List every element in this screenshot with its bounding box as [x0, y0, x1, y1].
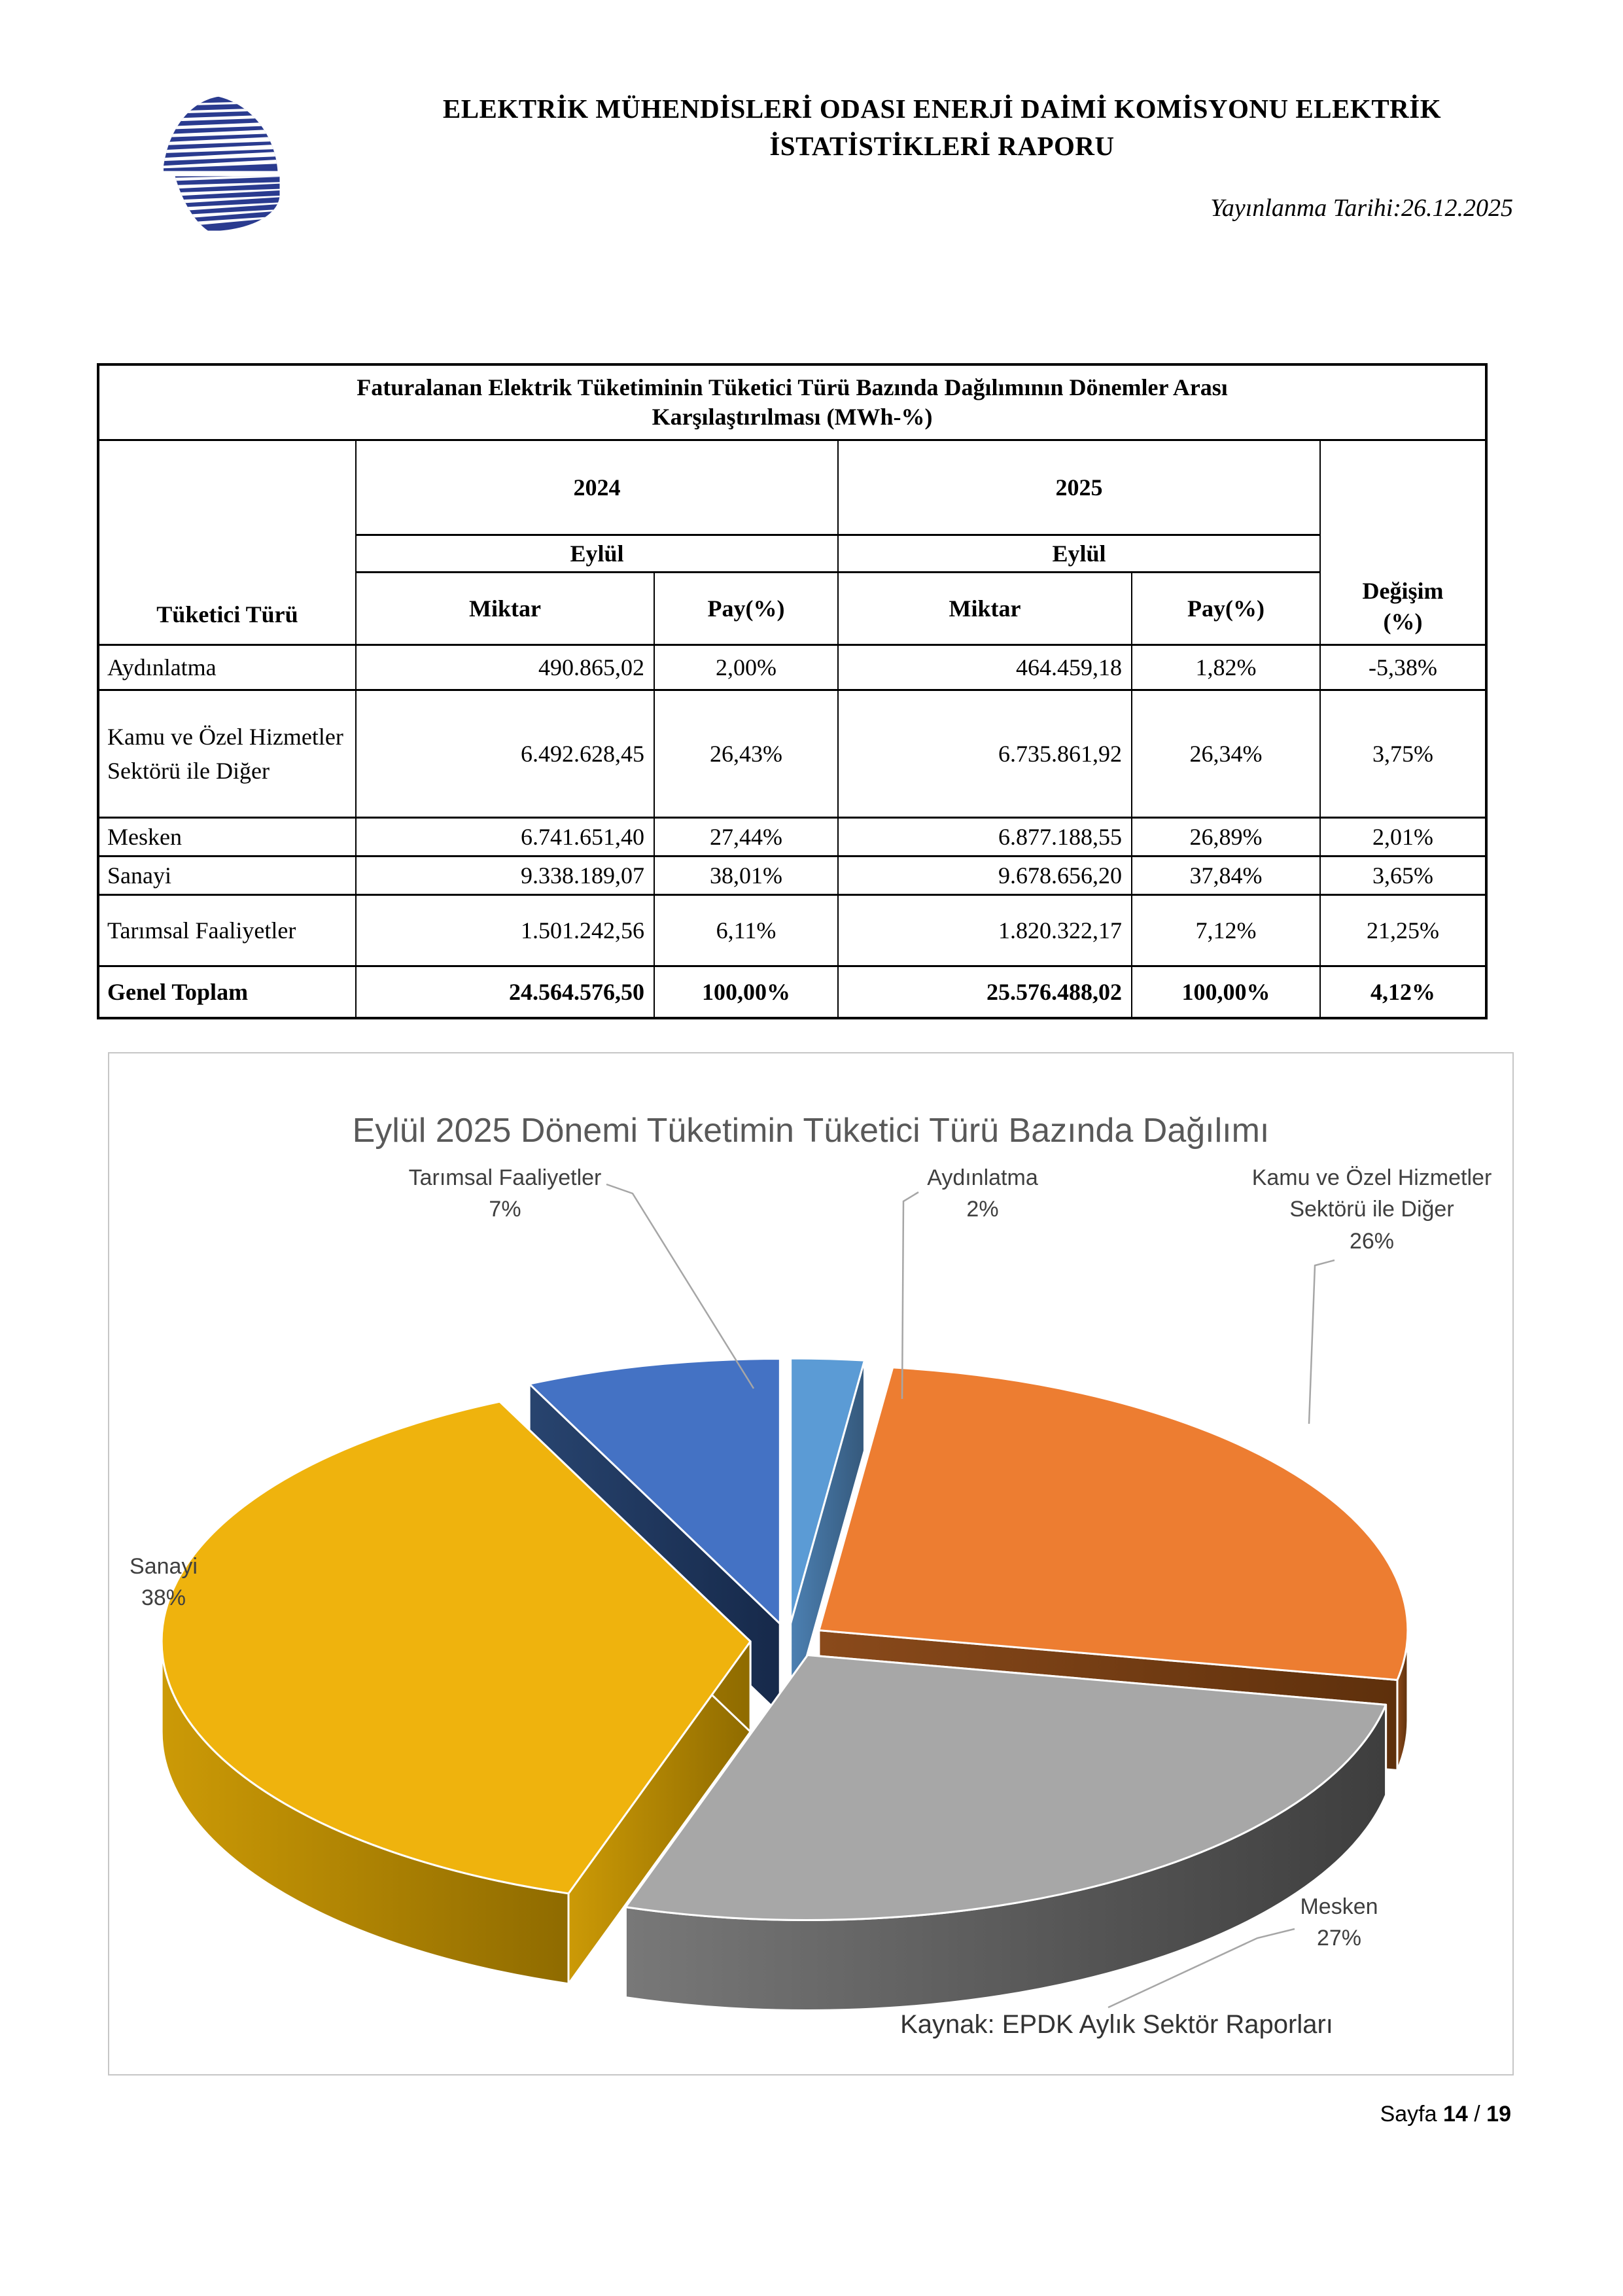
month-2025-cell: Eylül: [838, 535, 1320, 573]
callout-aydinlatma-pct: 2%: [966, 1197, 999, 1222]
report-title-line1: ELEKTRİK MÜHENDİSLERİ ODASI ENERJİ DAİMİ KOMİSYONU ELEKTRİK: [442, 94, 1442, 124]
year-header-row: [98, 440, 1486, 535]
consumption-comparison-table: [97, 363, 1488, 1019]
total-amount-2025-cell: 25.576.488,02: [838, 966, 1132, 1019]
consumer-name-cell: Tarımsal Faaliyetler: [98, 895, 356, 966]
amount-2025-cell: 6.877.188,55: [838, 818, 1132, 857]
total-label-cell: Genel Toplam: [98, 966, 356, 1019]
callout-mesken-label: Mesken: [1300, 1894, 1378, 1919]
total-change-cell: 4,12%: [1320, 966, 1486, 1019]
callout-aydinlatma: [871, 1162, 1094, 1226]
share-2025-cell: 1,82%: [1132, 645, 1320, 690]
table-row: [98, 690, 1486, 818]
amount-2024-cell: 490.865,02: [356, 645, 654, 690]
amount-2025-cell: 6.735.861,92: [838, 690, 1132, 818]
total-share-2025-cell: 100,00%: [1132, 966, 1320, 1019]
chart-source-note: Kaynak: EPDK Aylık Sektör Raporları: [900, 2010, 1333, 2039]
change-header-line1: Değişim: [1362, 578, 1444, 605]
table-row: [98, 818, 1486, 857]
callout-sanayi-pct: 38%: [141, 1585, 186, 1611]
change-header-line2: (%): [1383, 609, 1423, 635]
table-row: [98, 895, 1486, 966]
change-cell: 2,01%: [1320, 818, 1486, 857]
amount-2024-cell: 1.501.242,56: [356, 895, 654, 966]
month-2024-cell: Eylül: [356, 535, 838, 573]
amount-2024-cell: 6.741.651,40: [356, 818, 654, 857]
share-2025-cell: 37,84%: [1132, 857, 1320, 895]
publish-date: Yayınlanma Tarihi:26.12.2025: [1210, 194, 1513, 222]
page-number-label: Sayfa: [1380, 2102, 1437, 2127]
table-title-cell: [98, 364, 1486, 440]
table-title-line1: Faturalanan Elektrik Tüketiminin Tüketici Türü Bazında Dağılımının Dönemler Arası: [357, 374, 1228, 400]
share-2025-cell: 26,34%: [1132, 690, 1320, 818]
consumer-name-cell: Aydınlatma: [98, 645, 356, 690]
total-amount-2024-cell: 24.564.576,50: [356, 966, 654, 1019]
amount-2025-cell: 464.459,18: [838, 645, 1132, 690]
share-2025-cell: 7,12%: [1132, 895, 1320, 966]
amount-2024-cell: 6.492.628,45: [356, 690, 654, 818]
page-number-total: 19: [1486, 2102, 1511, 2127]
share-2024-cell: 27,44%: [654, 818, 838, 857]
callout-kamu-pct: 26%: [1349, 1228, 1395, 1254]
callout-tarimsal-pct: 7%: [489, 1197, 521, 1222]
consumer-name-cell: Kamu ve Özel Hizmetler Sektörü ile Diğer: [98, 690, 356, 818]
year-2025-cell: 2025: [838, 440, 1320, 535]
share-2024-cell: 2,00%: [654, 645, 838, 690]
consumer-name-cell: Mesken: [98, 818, 356, 857]
year-2024-cell: 2024: [356, 440, 838, 535]
callout-tarimsal-label: Tarımsal Faaliyetler: [408, 1165, 602, 1190]
share-2024-cell: 26,43%: [654, 690, 838, 818]
consumer-name-cell: Sanayi: [98, 857, 356, 895]
consumer-type-header-cell: Tüketici Türü: [98, 440, 356, 645]
share-2024-header: Pay(%): [654, 573, 838, 645]
chart-title: Eylül 2025 Dönemi Tüketimin Tüketici Türü Bazında Dağılımı: [352, 1112, 1270, 1150]
change-cell: 21,25%: [1320, 895, 1486, 966]
page-number-current: 14: [1442, 2102, 1468, 2127]
callout-sanayi: [101, 1551, 226, 1614]
callout-tarimsal: [381, 1162, 629, 1226]
callout-kamu-label2: Sektörü ile Diğer: [1289, 1197, 1454, 1222]
table-row: [98, 857, 1486, 895]
callout-kamu: [1221, 1162, 1522, 1257]
table-title-row: [98, 364, 1486, 440]
callout-sanayi-label: Sanayi: [130, 1554, 198, 1579]
consumption-table-wrapper: [97, 363, 1485, 1019]
change-cell: 3,75%: [1320, 690, 1486, 818]
callout-mesken-pct: 27%: [1316, 1926, 1362, 1951]
table-title-line2: Karşılaştırılması (MWh-%): [652, 404, 933, 430]
callout-mesken: [1241, 1891, 1437, 1954]
total-share-2024-cell: 100,00%: [654, 966, 838, 1019]
report-title-line2: İSTATİSTİKLERİ RAPORU: [769, 130, 1115, 161]
amount-2024-cell: 9.338.189,07: [356, 857, 654, 895]
amount-2025-header: Miktar: [838, 573, 1132, 645]
change-cell: -5,38%: [1320, 645, 1486, 690]
share-2024-cell: 6,11%: [654, 895, 838, 966]
emo-logo-icon: [145, 90, 297, 238]
table-total-row: [98, 966, 1486, 1019]
amount-2025-cell: 1.820.322,17: [838, 895, 1132, 966]
change-header-cell: [1320, 440, 1486, 645]
share-2024-cell: 38,01%: [654, 857, 838, 895]
report-title: [366, 90, 1518, 164]
page-number-sep: /: [1474, 2102, 1480, 2127]
callout-aydinlatma-label: Aydınlatma: [927, 1165, 1038, 1190]
table-row: [98, 645, 1486, 690]
share-2025-header: Pay(%): [1132, 573, 1320, 645]
share-2025-cell: 26,89%: [1132, 818, 1320, 857]
amount-2025-cell: 9.678.656,20: [838, 857, 1132, 895]
pie-chart-panel: [108, 1052, 1514, 2075]
amount-2024-header: Miktar: [356, 573, 654, 645]
page-number: [1380, 2102, 1511, 2127]
callout-kamu-label1: Kamu ve Özel Hizmetler: [1251, 1165, 1492, 1190]
change-cell: 3,65%: [1320, 857, 1486, 895]
